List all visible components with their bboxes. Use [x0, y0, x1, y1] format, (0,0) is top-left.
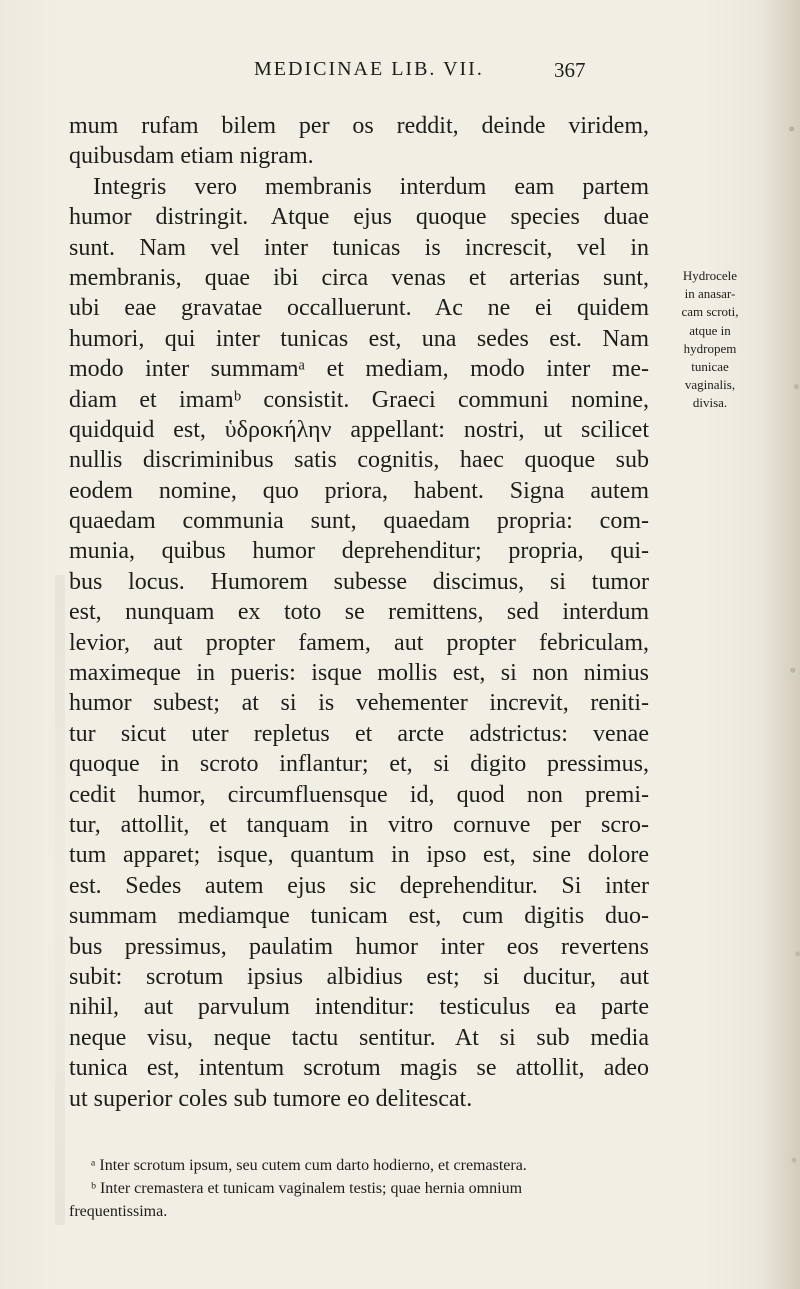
- text-line: est. Sedes autem ejus sic deprehenditur. Si inter: [69, 872, 649, 899]
- page-header: [0, 58, 800, 86]
- text-line: Integris vero membranis interdum eam partem: [93, 173, 649, 200]
- margin-note-line: tunicae: [691, 358, 729, 374]
- margin-note-line: divisa.: [692, 395, 728, 411]
- text-line: est, nunquam ex toto se remittens, sed interdum: [69, 599, 649, 626]
- running-title: MEDICINAE LIB. VII.: [254, 58, 484, 80]
- text-line: quidquid est, ὑδροκήλην appellant: nostri, ut scilicet: [69, 416, 649, 443]
- text-line: munia, quibus humor deprehenditur; propria, qui-: [69, 538, 649, 565]
- text-line: ut superior coles sub tumore eo delitescat.: [69, 1085, 473, 1112]
- footnotes: [69, 1154, 669, 1223]
- footnote-a: ᵃ Inter scrotum ipsum, seu cutem cum darto hodierno, et cremastera.: [91, 1157, 527, 1174]
- margin-note-line: Hydrocele: [682, 268, 738, 283]
- margin-note-line: hydropem: [683, 340, 737, 356]
- margin-note-line: vaginalis,: [684, 377, 736, 393]
- margin-note-line: in anasar-: [684, 286, 736, 302]
- text-line: subit: scrotum ipsius albidius est; si ducitur, aut: [69, 963, 649, 990]
- text-line: ubi eae gravatae occalluerunt. Ac ne ei quidem: [69, 295, 649, 322]
- text-line: bus locus. Humorem subesse discimus, si tumor: [69, 568, 649, 595]
- text-line: humor distringit. Atque ejus quoque species duae: [69, 204, 649, 231]
- text-line: eodem nomine, quo priora, habent. Signa autem: [69, 477, 649, 504]
- margin-note: [660, 267, 760, 413]
- text-line: maximeque in pueris: isque mollis est, si non nimius: [69, 660, 649, 687]
- text-line: diam et imamᵇ consistit. Graeci communi nomine,: [69, 386, 649, 413]
- text-line: levior, aut propter famem, aut propter febriculam,: [69, 629, 649, 656]
- text-line: sunt. Nam vel inter tunicas is increscit, vel in: [69, 234, 649, 261]
- text-line: tur sicut uter repletus et arcte adstrictus: venae: [69, 720, 649, 747]
- text-line: quaedam communia sunt, quaedam propria: com-: [69, 508, 649, 535]
- text-line: humor subest; at si is vehementer increvit, reniti-: [69, 690, 649, 717]
- text-line: summam mediamque tunicam est, cum digitis duo-: [69, 903, 649, 930]
- text-line: membranis, quae ibi circa venas et arterias sunt,: [69, 264, 649, 291]
- text-line: quoque in scroto inflantur; et, si digito pressimus,: [69, 751, 649, 778]
- margin-note-line: cam scroti,: [681, 304, 739, 320]
- text-line: nullis discriminibus satis cognitis, haec quoque sub: [69, 447, 649, 474]
- text-line: bus pressimus, paulatim humor inter eos revertens: [69, 933, 649, 960]
- text-line: tur, attollit, et tanquam in vitro cornuve per scro-: [69, 811, 649, 838]
- footnote-b-continuation: frequentissima.: [69, 1203, 168, 1220]
- text-line: tunica est, intentum scrotum magis se attollit, adeo: [69, 1055, 649, 1082]
- text-line: modo inter summamᵃ et mediam, modo inter me-: [69, 356, 649, 383]
- text-line: nihil, aut parvulum intenditur: testiculus ea parte: [69, 994, 649, 1021]
- text-line: neque visu, neque tactu sentitur. At si sub media: [69, 1024, 649, 1051]
- footnote-b: ᵇ Inter cremastera et tunicam vaginalem testis; quae hernia omnium: [91, 1180, 523, 1197]
- text-line: mum rufam bilem per os reddit, deinde viridem,: [69, 113, 649, 139]
- text-line: quibusdam etiam nigram.: [69, 143, 314, 170]
- text-line: cedit humor, circumfluensque id, quod non premi-: [69, 781, 649, 808]
- margin-note-line: atque in: [689, 322, 731, 338]
- left-page-shadow: [55, 575, 65, 1225]
- right-edge-specks: [788, 0, 800, 1289]
- right-gutter-shadow: [760, 0, 800, 1289]
- text-line: tum apparet; isque, quantum in ipso est, sine dolore: [69, 842, 649, 869]
- page-number: 367: [554, 58, 586, 82]
- main-text-block: [69, 111, 649, 1114]
- text-line: humori, qui inter tunicas est, una sedes est. Nam: [69, 325, 649, 352]
